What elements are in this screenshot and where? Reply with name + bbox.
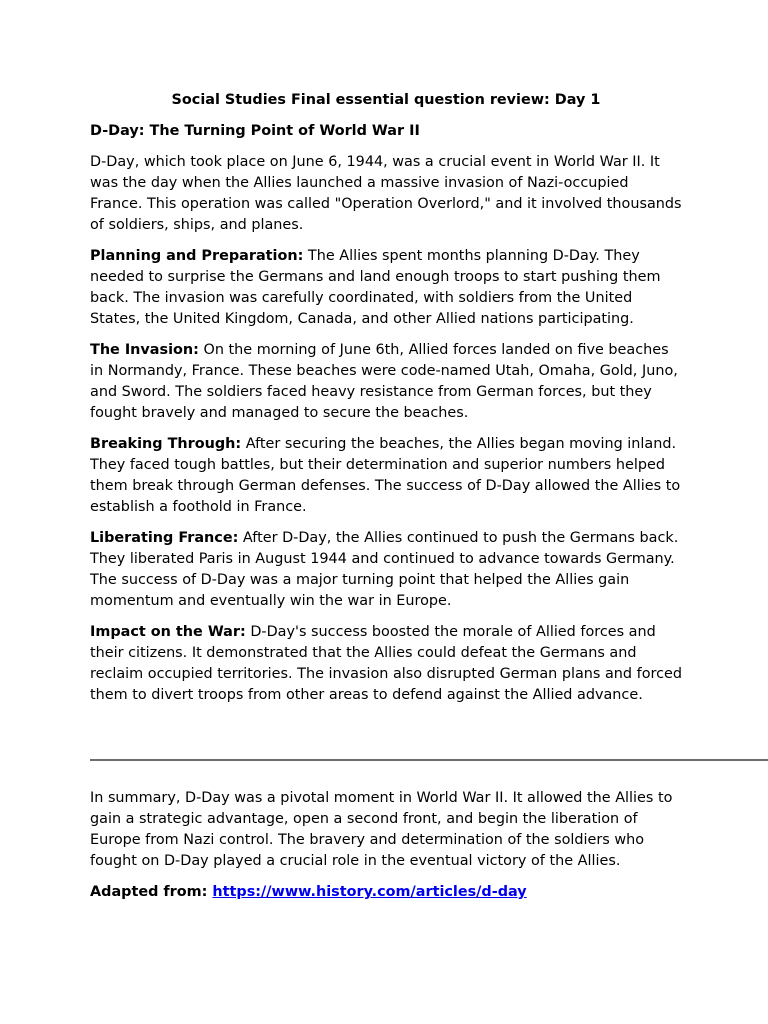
section-planning <box>90 246 682 330</box>
page-title: Social Studies Final essential question review: Day 1 <box>171 92 601 108</box>
section-text: After securing the beaches, the Allies began moving inland. They faced tough battles, but their determination and superior numbers helped them break through German defenses. The success of D-Day allowed the Allies to establish a foothold in France. <box>90 436 681 515</box>
section-label: Breaking Through: <box>90 436 242 452</box>
section-liberating-france <box>90 528 682 612</box>
summary-paragraph: In summary, D-Day was a pivotal moment in World War II. It allowed the Allies to gain a strategic advantage, open a second front, and begin the liberation of Europe from Nazi control. The bravery and determination of the soldiers who fought on D-Day played a crucial role in the eventual victory of the Allies. <box>90 790 673 869</box>
horizontal-divider <box>90 759 768 761</box>
source-link[interactable]: https://www.history.com/articles/d-day <box>212 884 527 900</box>
section-invasion <box>90 340 682 424</box>
section-label: Liberating France: <box>90 530 239 546</box>
document-body <box>90 90 682 716</box>
intro-paragraph: D-Day, which took place on June 6, 1944, was a crucial event in World War II. It was the day when the Allies launched a massive invasion of Nazi-occupied France. This operation was called "Operation Overlord," and it involved thousands of soldiers, ships, and planes. <box>90 154 682 233</box>
section-text: After D-Day, the Allies continued to push the Germans back. They liberated Paris in August 1944 and continued to advance towards Germany. The success of D-Day was a major turning point that helped the Allies gain momentum and eventually win the war in Europe. <box>90 530 679 609</box>
article-heading: D-Day: The Turning Point of World War II <box>90 123 420 139</box>
section-label: Planning and Preparation: <box>90 248 304 264</box>
section-impact <box>90 622 682 706</box>
section-breaking-through <box>90 434 682 518</box>
source-line <box>90 882 682 903</box>
section-text: D-Day's success boosted the morale of Allied forces and their citizens. It demonstrated that the Allies could defeat the Germans and reclaim occupied territories. The invasion also disrupted German plans and forced them to divert troops from other areas to defend against the Allied advance. <box>90 624 683 703</box>
summary-block <box>90 788 682 903</box>
section-text: On the morning of June 6th, Allied forces landed on five beaches in Normandy, France. These beaches were code-named Utah, Omaha, Gold, Juno, and Sword. The soldiers faced heavy resistance from German forces, but they fought bravely and managed to secure the beaches. <box>90 342 678 421</box>
section-label: Impact on the War: <box>90 624 246 640</box>
section-text: The Allies spent months planning D-Day. They needed to surprise the Germans and land enough troops to start pushing them back. The invasion was carefully coordinated, with soldiers from the United States, the United Kingdom, Canada, and other Allied nations participating. <box>90 248 661 327</box>
source-label: Adapted from: <box>90 884 213 900</box>
section-label: The Invasion: <box>90 342 199 358</box>
